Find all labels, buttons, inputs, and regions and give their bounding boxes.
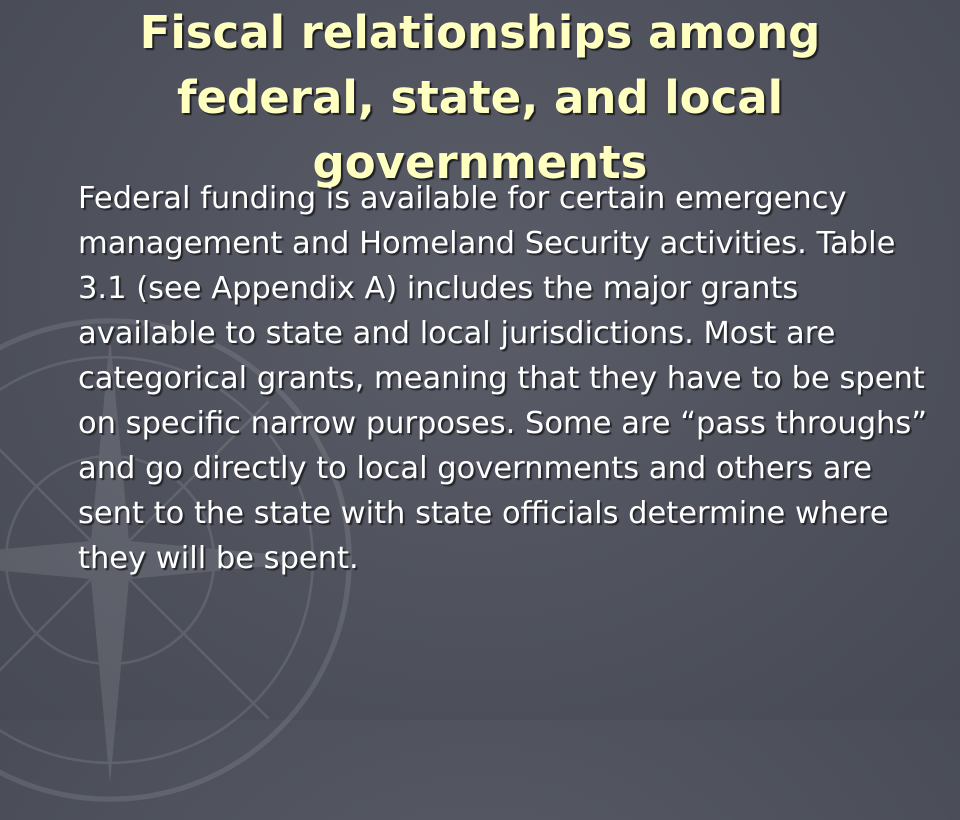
slide-body-text: Federal funding is available for certain emergency management and Homeland Security activities. Table 3.1 (see Appendix A) includes the major grants available to state and local jurisdictions. Most are categorical grants, meaning that they have to be spent on specific narrow purposes. Some are “pass throughs” and go directly to local governments and others are sent to the state with state officials determine where they will be spent. [78,181,928,576]
slide-title: Fiscal relationships among federal, state, and local governments [139,6,821,189]
